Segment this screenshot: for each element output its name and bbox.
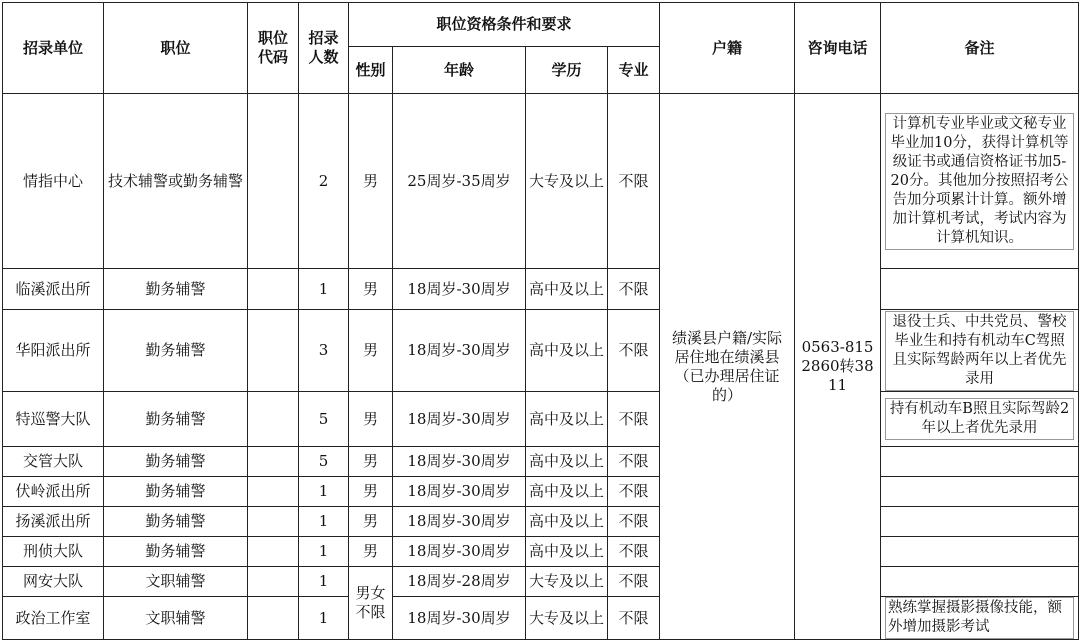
cell-major: 不限 <box>608 507 660 537</box>
cell-age: 18周岁-30周岁 <box>393 392 526 447</box>
table-row <box>3 94 1079 269</box>
cell-code <box>248 537 299 567</box>
cell-major: 不限 <box>608 269 660 310</box>
cell-remark <box>881 507 1079 537</box>
cell-age: 18周岁-30周岁 <box>393 477 526 507</box>
cell-unit: 特巡警大队 <box>3 392 104 447</box>
header-remarks: 备注 <box>881 3 1079 94</box>
cell-age: 18周岁-30周岁 <box>393 310 526 392</box>
cell-unit: 网安大队 <box>3 567 104 597</box>
cell-major: 不限 <box>608 447 660 477</box>
cell-remark <box>881 537 1079 567</box>
cell-unit: 扬溪派出所 <box>3 507 104 537</box>
cell-gender-merged: 男女不限 <box>349 567 393 640</box>
cell-count: 3 <box>299 310 349 392</box>
cell-gender: 男 <box>349 477 393 507</box>
cell-unit: 刑侦大队 <box>3 537 104 567</box>
cell-code <box>248 567 299 597</box>
cell-gender: 男 <box>349 507 393 537</box>
cell-education: 高中及以上 <box>526 477 608 507</box>
cell-count: 2 <box>299 94 349 269</box>
cell-unit: 交管大队 <box>3 447 104 477</box>
cell-position: 勤务辅警 <box>104 392 248 447</box>
cell-major: 不限 <box>608 537 660 567</box>
header-major: 专业 <box>608 47 660 94</box>
cell-unit: 政治工作室 <box>3 597 104 640</box>
table-row <box>3 392 1079 447</box>
cell-major: 不限 <box>608 310 660 392</box>
header-phone: 咨询电话 <box>795 3 881 94</box>
cell-gender: 男 <box>349 269 393 310</box>
cell-count: 1 <box>299 597 349 640</box>
cell-code <box>248 269 299 310</box>
cell-age: 25周岁-35周岁 <box>393 94 526 269</box>
header-hukou: 户籍 <box>660 3 795 94</box>
cell-count: 1 <box>299 477 349 507</box>
cell-position: 勤务辅警 <box>104 269 248 310</box>
cell-education: 高中及以上 <box>526 537 608 567</box>
cell-position: 勤务辅警 <box>104 477 248 507</box>
header-count: 招录人数 <box>299 3 349 94</box>
cell-count: 1 <box>299 537 349 567</box>
cell-education: 大专及以上 <box>526 597 608 640</box>
cell-major: 不限 <box>608 567 660 597</box>
cell-code <box>248 392 299 447</box>
cell-major: 不限 <box>608 392 660 447</box>
cell-unit: 华阳派出所 <box>3 310 104 392</box>
cell-unit: 情指中心 <box>3 94 104 269</box>
cell-unit: 临溪派出所 <box>3 269 104 310</box>
header-position: 职位 <box>104 3 248 94</box>
remark-text: 熟练掌握摄影摄像技能，额外增加摄影考试 <box>885 597 1074 639</box>
table-row <box>3 567 1079 597</box>
cell-education: 大专及以上 <box>526 567 608 597</box>
cell-code <box>248 310 299 392</box>
cell-age: 18周岁-30周岁 <box>393 507 526 537</box>
cell-education: 高中及以上 <box>526 269 608 310</box>
cell-position: 勤务辅警 <box>104 310 248 392</box>
cell-education: 高中及以上 <box>526 392 608 447</box>
header-age: 年龄 <box>393 47 526 94</box>
cell-education: 大专及以上 <box>526 94 608 269</box>
remark-text: 计算机专业毕业或文秘专业毕业加10分，获得计算机等级证书或通信资格证书加5-20分。其他加分按照招考公告加分项累计计算。额外增加计算机考试，考试内容为计算机知识。 <box>885 113 1074 250</box>
cell-age: 18周岁-30周岁 <box>393 537 526 567</box>
cell-code <box>248 597 299 640</box>
cell-position: 文职辅警 <box>104 597 248 640</box>
cell-position: 勤务辅警 <box>104 447 248 477</box>
table-row <box>3 537 1079 567</box>
cell-count: 1 <box>299 507 349 537</box>
cell-gender: 男 <box>349 94 393 269</box>
cell-code <box>248 477 299 507</box>
cell-age: 18周岁-30周岁 <box>393 447 526 477</box>
cell-major: 不限 <box>608 94 660 269</box>
cell-count: 5 <box>299 392 349 447</box>
cell-code <box>248 507 299 537</box>
cell-gender: 男 <box>349 447 393 477</box>
cell-remark <box>881 94 1079 269</box>
cell-code <box>248 447 299 477</box>
cell-remark <box>881 597 1079 640</box>
header-requirements: 职位资格条件和要求 <box>349 3 660 47</box>
cell-education: 高中及以上 <box>526 507 608 537</box>
header-code: 职位代码 <box>248 3 299 94</box>
cell-education: 高中及以上 <box>526 310 608 392</box>
header-gender: 性别 <box>349 47 393 94</box>
cell-age: 18周岁-28周岁 <box>393 567 526 597</box>
table-row <box>3 507 1079 537</box>
cell-remark <box>881 477 1079 507</box>
cell-age: 18周岁-30周岁 <box>393 269 526 310</box>
cell-remark <box>881 567 1079 597</box>
cell-gender: 男 <box>349 537 393 567</box>
cell-major: 不限 <box>608 597 660 640</box>
cell-position: 勤务辅警 <box>104 537 248 567</box>
cell-code <box>248 94 299 269</box>
cell-remark <box>881 447 1079 477</box>
cell-remark <box>881 310 1079 392</box>
header-education: 学历 <box>526 47 608 94</box>
cell-major: 不限 <box>608 477 660 507</box>
table-row <box>3 310 1079 392</box>
cell-unit: 伏岭派出所 <box>3 477 104 507</box>
cell-gender: 男 <box>349 392 393 447</box>
recruitment-table <box>2 2 1079 640</box>
cell-count: 5 <box>299 447 349 477</box>
header-unit: 招录单位 <box>3 3 104 94</box>
cell-gender: 男 <box>349 310 393 392</box>
cell-age: 18周岁-30周岁 <box>393 597 526 640</box>
table-row <box>3 447 1079 477</box>
table-row <box>3 477 1079 507</box>
table-row <box>3 269 1079 310</box>
cell-count: 1 <box>299 269 349 310</box>
table-row <box>3 597 1079 640</box>
cell-count: 1 <box>299 567 349 597</box>
cell-hukou: 绩溪县户籍/实际居住地在绩溪县（已办理居住证的） <box>660 94 795 640</box>
remark-text: 退役士兵、中共党员、警校毕业生和持有机动车C驾照且实际驾龄两年以上者优先录用 <box>885 311 1074 391</box>
cell-education: 高中及以上 <box>526 447 608 477</box>
cell-position: 文职辅警 <box>104 567 248 597</box>
cell-position: 技术辅警或勤务辅警 <box>104 94 248 269</box>
cell-remark <box>881 392 1079 447</box>
remark-text: 持有机动车B照且实际驾龄2年以上者优先录用 <box>885 398 1074 440</box>
cell-phone: 0563-8152860转3811 <box>795 94 881 640</box>
cell-position: 勤务辅警 <box>104 507 248 537</box>
cell-remark <box>881 269 1079 310</box>
